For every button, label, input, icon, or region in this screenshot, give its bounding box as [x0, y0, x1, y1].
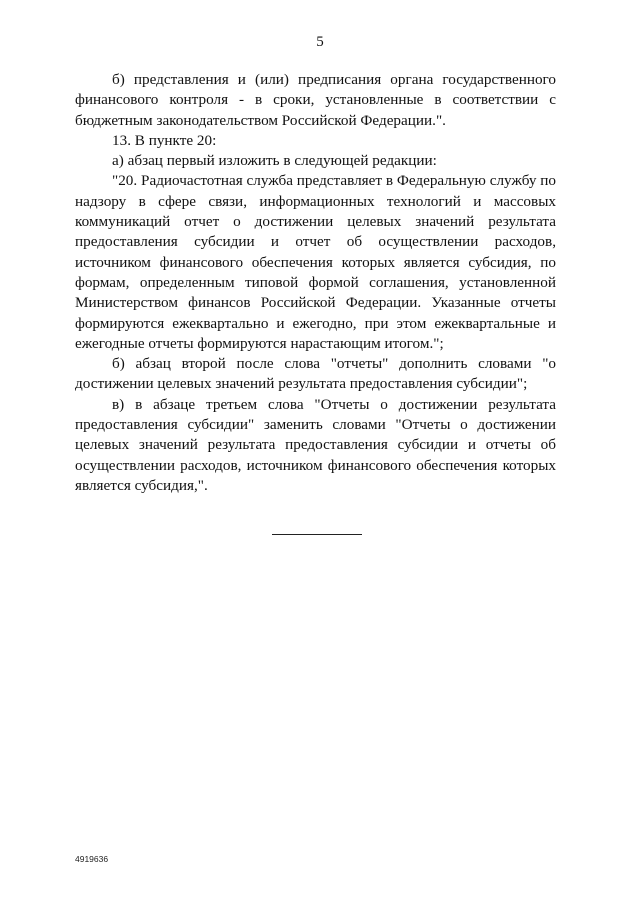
paragraph-sub-b: б) абзац второй после слова "отчеты" дополнить словами "о достижении целевых значений результата предоставления субсидии"; — [75, 355, 556, 393]
paragraph-quoted-point-20: "20. Радиочастотная служба представляет в Федеральную службу по надзору в сфере связи, информационных технологий и массовых коммуникаций отчет о достижении целевых значений результата предоставления субсидии и отчет об осуществлении расходов, источником финансового обеспечения которых является субсидия, по формам, определенным типовой формой соглашения, установленной Министерством финансов Российской Федерации. Указанные отчеты формируются ежеквартально и ежегодно, при этом ежеквартальные и ежегодные отчеты формируются нарастающим итогом."; — [75, 172, 556, 352]
paragraph-point-13: 13. В пункте 20: — [112, 131, 217, 149]
paragraph-sub-a: а) абзац первый изложить в следующей редакции: — [112, 152, 437, 170]
paragraph-sub-v: в) в абзаце третьем слова "Отчеты о достижении результата предоставления субсидии" заменить словами "Отчеты о достижении целевых значений результата предоставления субсидии и отчеты об осуществлении расходов, источником финансового обеспечения которых является субсидия,". — [75, 395, 556, 494]
document-body — [75, 70, 556, 496]
page-number: 5 — [316, 34, 324, 50]
document-code: 4919636 — [75, 854, 109, 864]
paragraph-item-b-representation: б) представления и (или) предписания органа государственного финансового контроля - в сроки, установленные в соответствии с бюджетным законодательством Российской Федерации.". — [75, 71, 556, 129]
end-separator-line — [272, 534, 362, 535]
